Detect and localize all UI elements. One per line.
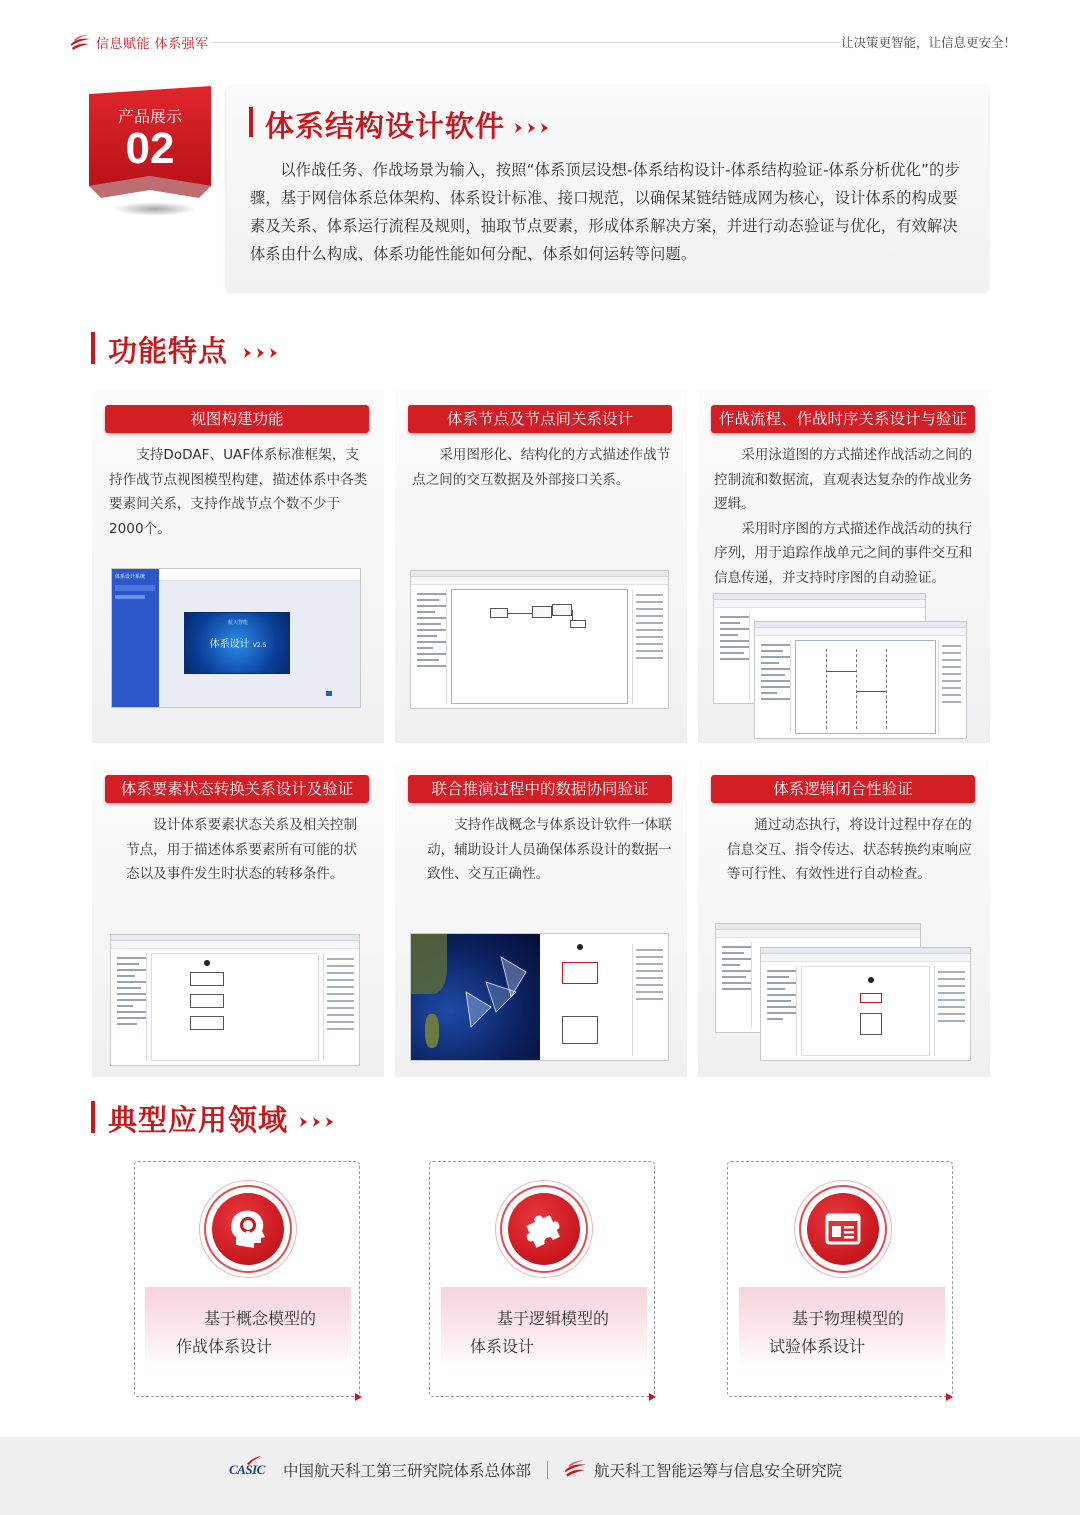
diagram-connector (508, 613, 532, 614)
feature-card-paragraph: 设计体系要素状态关系及相关控制节点，用于描述体系要素所有可能的状态以及事件发生时状态的转移条件。 (126, 817, 358, 883)
sensor-coverage-area (441, 952, 531, 1042)
sequence-lifeline (826, 649, 827, 729)
state-box (190, 994, 224, 1008)
screenshot-menubar (761, 954, 970, 962)
diagram-node (490, 608, 508, 618)
screenshot-tree (763, 966, 797, 1056)
chevron-right-icon (513, 122, 551, 134)
sequence-lifeline (856, 649, 857, 729)
footer-org-2: 航天科工智能运筹与信息安全研究院 (594, 1462, 843, 1480)
application-icon-badge (801, 1187, 885, 1271)
feature-card-data-collaboration (395, 761, 687, 1077)
screenshot-properties (632, 589, 666, 704)
screenshot-tree (413, 589, 447, 704)
feature-card-title: 体系节点及节点间关系设计 (408, 405, 672, 433)
workflow-panel (540, 934, 668, 1060)
application-label-line2: 试验体系设计 (769, 1337, 866, 1356)
feature-card-title: 体系要素状态转换关系设计及验证 (105, 775, 369, 803)
workflow-box (562, 1016, 598, 1044)
chevron-right-icon (298, 1116, 336, 1128)
applications-heading: 典型应用领域 (108, 1103, 289, 1137)
casic-swoosh-icon (247, 1456, 261, 1466)
chevron-right-icon (242, 347, 280, 359)
screenshot-menubar (755, 628, 966, 636)
feature-card-text (109, 443, 371, 541)
application-label-line1: 基于物理模型的 (792, 1309, 905, 1328)
sequence-message (826, 671, 856, 672)
product-description: 以作战任务、作战场景为输入，按照“体系顶层设想-体系结构设计-体系结构验证-体系分析优化”的步骤，基于网信体系总体架构、体系设计标准、接口规范，以确保某链结链成网为核心，设计体系的构成要素及关系、体系运行流程及规则，抽取节点要素，形成体系解决方案，并进行动态验证与优化，有效解决体系由什么构成、体系功能性能如何分配、体系如何运转等问题。 (250, 161, 960, 263)
feature-card-paragraph: 采用泳道图的方式描述作战活动之间的控制流和数据流，直观表达复杂的作战业务逻辑。 (714, 447, 973, 513)
feature-card-node-relations (395, 391, 687, 743)
badge-number: 02 (125, 124, 175, 173)
puzzle-piece-icon (508, 1193, 580, 1265)
feature-card-logic-closure (698, 761, 990, 1077)
screenshot-menubar (411, 577, 668, 585)
workflow-box (562, 962, 598, 984)
footer-org-1: 中国航天科工第三研究院体系总体部 (283, 1462, 532, 1480)
feature-card-paragraph: 采用时序图的方式描述作战活动的执行序列，用于追踪作战单元之间的事件交互和信息传递，并支持时序图的自动验证。 (714, 520, 973, 586)
red-swirl-logo-icon (68, 30, 92, 54)
feature-card-paragraph: 采用图形化、结构化的方式描述作战节点之间的交互数据及外部接口关系。 (412, 447, 671, 488)
state-box (860, 993, 882, 1003)
map-landmass (425, 1014, 439, 1048)
state-box (190, 1016, 224, 1030)
feature-card-paragraph: 通过动态执行，将设计过程中存在的信息交互、指令传达、状态转换约束响应等可行性、有效性进行自动检查。 (727, 817, 972, 883)
diagram-node (570, 620, 586, 628)
screenshot-properties (934, 966, 968, 1056)
software-screenshot (410, 933, 669, 1061)
software-screenshot (754, 621, 967, 739)
screenshot-tree (757, 640, 791, 734)
feature-card-paragraph: 支持DoDAF、UAF体系标准框架，支持作战节点视图模型构建，描述体系中各类要素间关系，支持作战节点个数不少于2000个。 (109, 447, 368, 537)
screenshot-canvas (801, 966, 930, 1056)
badge-label: 产品展示 (117, 107, 182, 126)
feature-card-process-sequence (698, 391, 990, 743)
screenshot-topbar (159, 569, 360, 581)
application-label-line1: 基于概念模型的 (204, 1309, 317, 1328)
screenshot-properties (632, 944, 666, 1056)
screenshot-splash-version: V2.5 (252, 642, 267, 649)
screenshot-tree (113, 953, 147, 1061)
diagram-connector (572, 610, 573, 620)
screenshot-splash-brand: 航天智能 (227, 620, 248, 626)
screenshot-properties (938, 640, 964, 734)
screenshot-menubar (716, 930, 920, 938)
software-screenshot (110, 934, 360, 1066)
red-swirl-logo-icon (562, 1455, 588, 1481)
screenshot-button (326, 691, 332, 696)
feature-card-title: 体系逻辑闭合性验证 (711, 775, 975, 803)
badge-shadow (113, 202, 197, 216)
application-icon-badge (206, 1187, 290, 1271)
screenshot-menubar (111, 941, 359, 949)
application-icon-badge (502, 1187, 586, 1271)
footer-separator (547, 1461, 548, 1479)
state-start (204, 960, 210, 966)
title-accent-bar (249, 107, 253, 137)
state-box (860, 1013, 882, 1035)
header-slogan-left: 信息赋能 体系强军 (96, 37, 209, 52)
screenshot-canvas (795, 640, 936, 734)
software-screenshot (760, 947, 971, 1061)
arrow-right-icon (946, 1393, 953, 1401)
screenshot-splash (184, 612, 290, 674)
screenshot-tree (718, 942, 752, 1028)
feature-card-text (412, 443, 674, 492)
diagram-node (532, 606, 552, 618)
feature-card-paragraph: 支持作战概念与体系设计软件一体联动，辅助设计人员确保体系设计的数据一致性、交互正确性。 (427, 817, 672, 883)
screenshot-sidebar (112, 569, 159, 708)
map-view (411, 934, 540, 1061)
diagram-node (552, 604, 572, 616)
product-title: 体系结构设计软件 (265, 109, 506, 143)
workflow-start (577, 944, 583, 950)
features-accent-bar (91, 332, 95, 364)
arrow-right-icon (355, 1393, 362, 1401)
application-label-line2: 作战体系设计 (176, 1337, 273, 1356)
state-box (190, 972, 224, 986)
sequence-message (856, 691, 886, 692)
feature-card-state-transition (92, 761, 384, 1077)
feature-card-text (714, 443, 980, 591)
screenshot-canvas (151, 953, 319, 1061)
feature-card-title: 作战流程、作战时序关系设计与验证 (711, 405, 975, 433)
arrow-right-icon (649, 1393, 656, 1401)
screenshot-sidebar-item (115, 585, 155, 591)
features-heading: 功能特点 (108, 334, 229, 368)
screenshot-splash-title-row (185, 635, 291, 650)
feature-card-view-building (92, 391, 384, 743)
screenshot-properties (323, 953, 357, 1061)
screenshot-tree (716, 612, 750, 699)
feature-card-text (427, 813, 673, 887)
software-screenshot (410, 570, 669, 709)
screenshot-menubar (714, 600, 925, 608)
screenshot-splash-title: 体系设计 (209, 639, 250, 650)
header-slogan-right: 让决策更智能，让信息更安全！ (840, 35, 1016, 50)
footer (0, 1437, 1080, 1515)
casic-logo (229, 1462, 265, 1478)
feature-card-text (727, 813, 977, 887)
casic-logo-text: CASIC (229, 1462, 265, 1477)
application-label-line1: 基于逻辑模型的 (497, 1309, 610, 1328)
screenshot-sidebar-title: 体系设计系统 (115, 574, 146, 580)
software-screenshot (111, 568, 361, 708)
screenshot-sidebar-item (115, 595, 145, 599)
feature-card-title: 视图构建功能 (105, 405, 369, 433)
screenshot-canvas (451, 589, 628, 704)
application-label-line2: 体系设计 (470, 1337, 535, 1356)
sequence-lifeline (886, 649, 887, 729)
browser-window-icon (807, 1193, 879, 1265)
lightbulb-head-icon (212, 1193, 284, 1265)
applications-accent-bar (91, 1101, 95, 1133)
header-divider (212, 42, 840, 43)
state-start (868, 977, 874, 983)
feature-card-text (126, 813, 366, 887)
feature-card-title: 联合推演过程中的数据协同验证 (408, 775, 672, 803)
top-header (0, 0, 1080, 70)
